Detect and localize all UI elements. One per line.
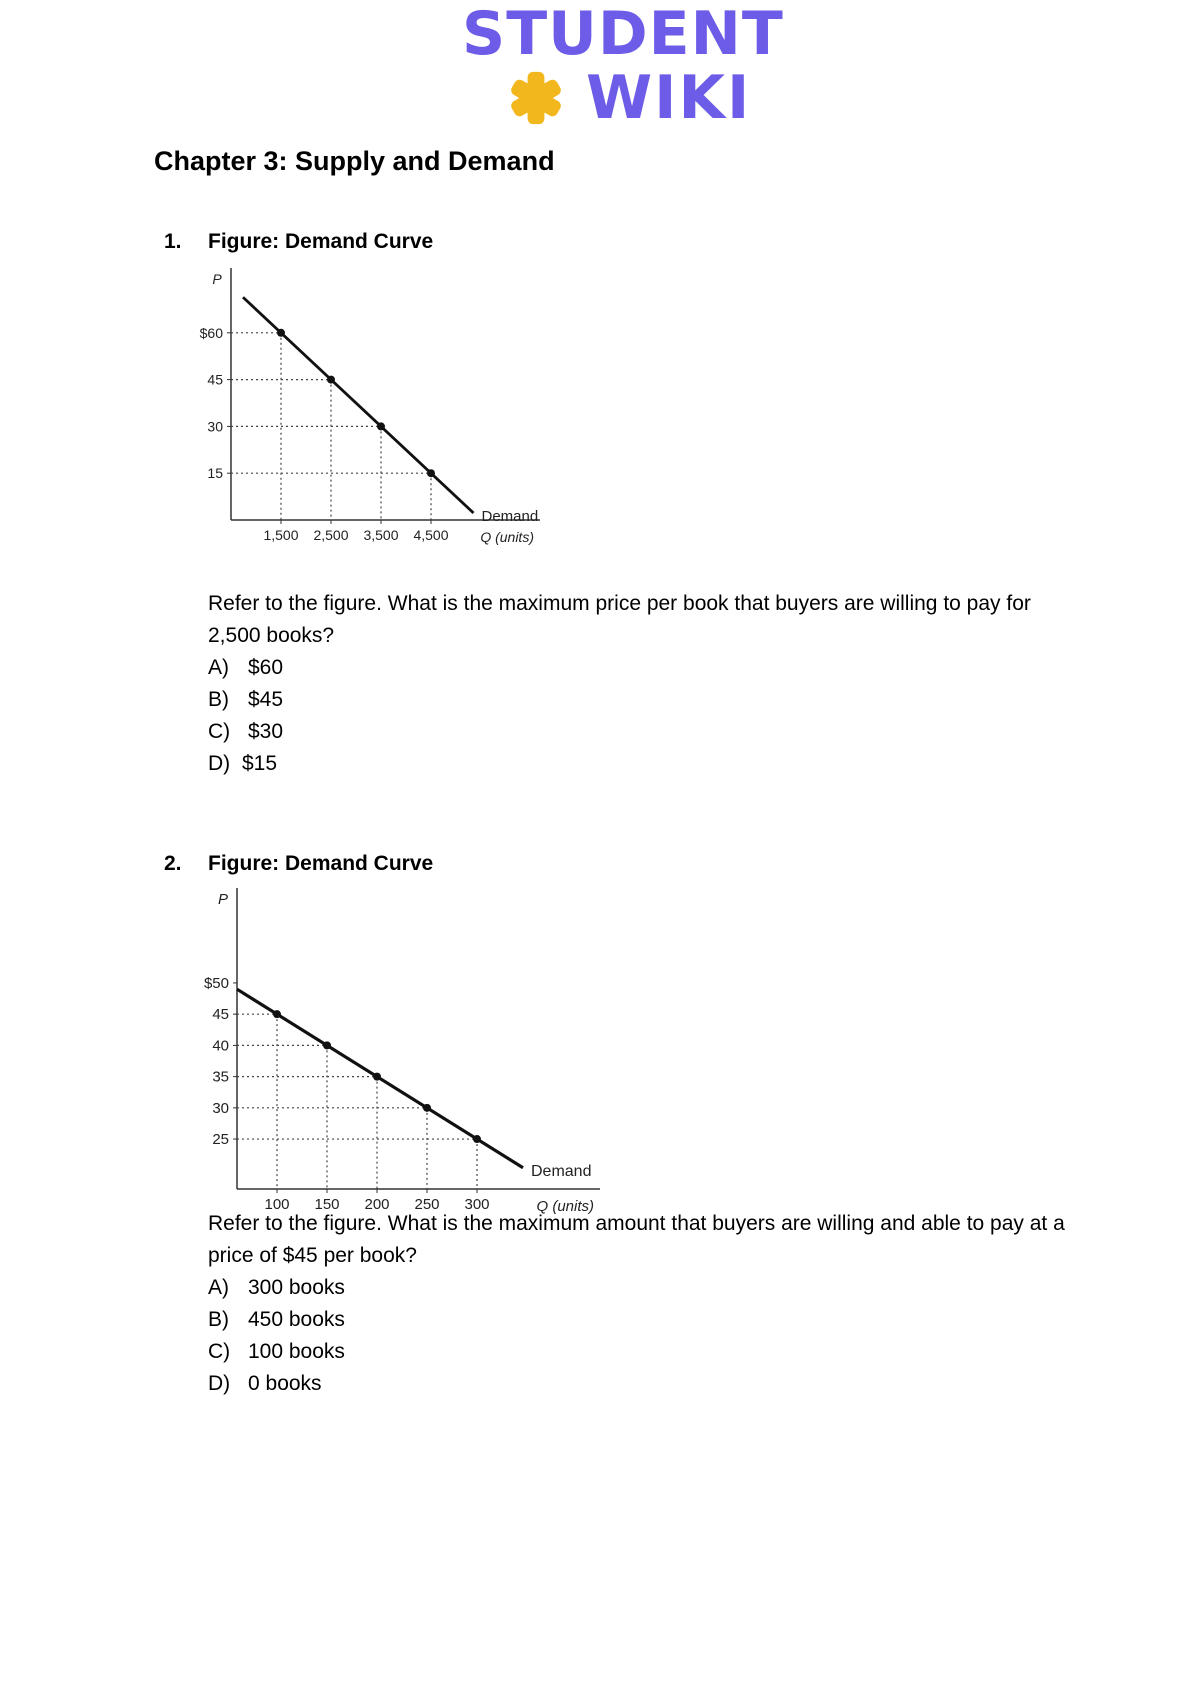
logo-text-student: STUDENT — [462, 0, 784, 69]
option-letter: B) — [208, 688, 229, 711]
question-2-text: Refer to the figure. What is the maximum amount that buyers are willing and able to pay at a price of $45 per book? — [208, 1212, 1065, 1267]
y-tick-label: 25 — [212, 1131, 229, 1149]
series-label-demand: Demand — [481, 507, 539, 525]
x-axis-label: Q (units) — [480, 529, 534, 545]
option-letter: D) — [208, 1372, 231, 1395]
option-text: $45 — [248, 688, 284, 711]
option-text: 450 books — [248, 1308, 345, 1331]
question-1-option-d[interactable] — [208, 752, 277, 776]
question-1-option-a[interactable] — [208, 656, 283, 680]
question-2-number: 2. — [164, 852, 182, 875]
x-tick-label: 300 — [464, 1196, 490, 1213]
chapter-title: Chapter 3: Supply and Demand — [154, 146, 555, 176]
option-text: $30 — [248, 720, 284, 743]
question-1-option-b[interactable] — [208, 688, 283, 712]
question-2-figure-title: Figure: Demand Curve — [208, 852, 434, 875]
question-1-text: Refer to the figure. What is the maximum price per book that buyers are willing to pay for 2,500 books? — [208, 592, 1031, 647]
y-tick-label: 15 — [207, 465, 223, 482]
x-tick-label: 100 — [264, 1196, 290, 1213]
x-tick-label: 4,500 — [413, 527, 449, 543]
option-text: 300 books — [248, 1276, 345, 1299]
y-tick-label: 30 — [212, 1099, 229, 1117]
student-wiki-logo — [462, 0, 784, 133]
x-tick-label: 200 — [364, 1196, 390, 1213]
option-letter: B) — [208, 1308, 229, 1331]
demand-curve-line — [243, 297, 474, 513]
option-text: $60 — [248, 656, 284, 679]
y-axis-label: P — [212, 271, 222, 287]
y-tick-label: $50 — [203, 974, 229, 992]
data-point — [273, 1010, 281, 1018]
y-tick-label: 45 — [207, 371, 223, 388]
question-1-number: 1. — [164, 230, 182, 253]
question-2-option-b[interactable] — [208, 1308, 345, 1332]
demand-curve-chart-2 — [195, 891, 655, 1220]
series-label-demand: Demand — [531, 1162, 592, 1180]
y-tick-label: 45 — [212, 1006, 229, 1024]
y-axis-label: P — [217, 891, 229, 908]
data-point — [373, 1073, 381, 1081]
option-text: 0 books — [248, 1372, 322, 1395]
x-tick-label: 150 — [314, 1196, 340, 1213]
question-2-option-a[interactable] — [208, 1276, 345, 1300]
x-tick-label: 3,500 — [363, 527, 399, 543]
question-2-option-c[interactable] — [208, 1340, 345, 1364]
data-point — [427, 469, 435, 477]
x-tick-label: 250 — [414, 1196, 440, 1213]
data-point — [277, 329, 285, 337]
option-letter: A) — [208, 1276, 229, 1299]
y-tick-label: $60 — [199, 324, 223, 341]
y-tick-label: 35 — [212, 1068, 229, 1086]
asterisk-star-icon — [508, 70, 564, 126]
data-point — [423, 1104, 431, 1112]
option-text: 100 books — [248, 1340, 345, 1363]
x-tick-label: 1,500 — [263, 527, 299, 543]
y-tick-label: 40 — [212, 1037, 229, 1055]
demand-curve-chart-1 — [195, 271, 595, 600]
option-letter: A) — [208, 656, 229, 679]
y-tick-label: 30 — [207, 418, 223, 435]
x-tick-label: 2,500 — [313, 527, 349, 543]
data-point — [327, 376, 335, 384]
data-point — [377, 422, 385, 430]
question-2-option-d[interactable] — [208, 1372, 322, 1396]
option-letter: C) — [208, 1340, 231, 1363]
question-1-figure-title: Figure: Demand Curve — [208, 230, 434, 253]
x-axis-label: Q (units) — [536, 1198, 594, 1215]
option-text: $15 — [242, 752, 278, 775]
logo-text-wiki: WIKI — [586, 63, 752, 133]
data-point — [323, 1041, 331, 1049]
option-letter: C) — [208, 720, 231, 743]
option-letter: D) — [208, 752, 231, 775]
question-1-option-c[interactable] — [208, 720, 283, 744]
data-point — [473, 1135, 481, 1143]
